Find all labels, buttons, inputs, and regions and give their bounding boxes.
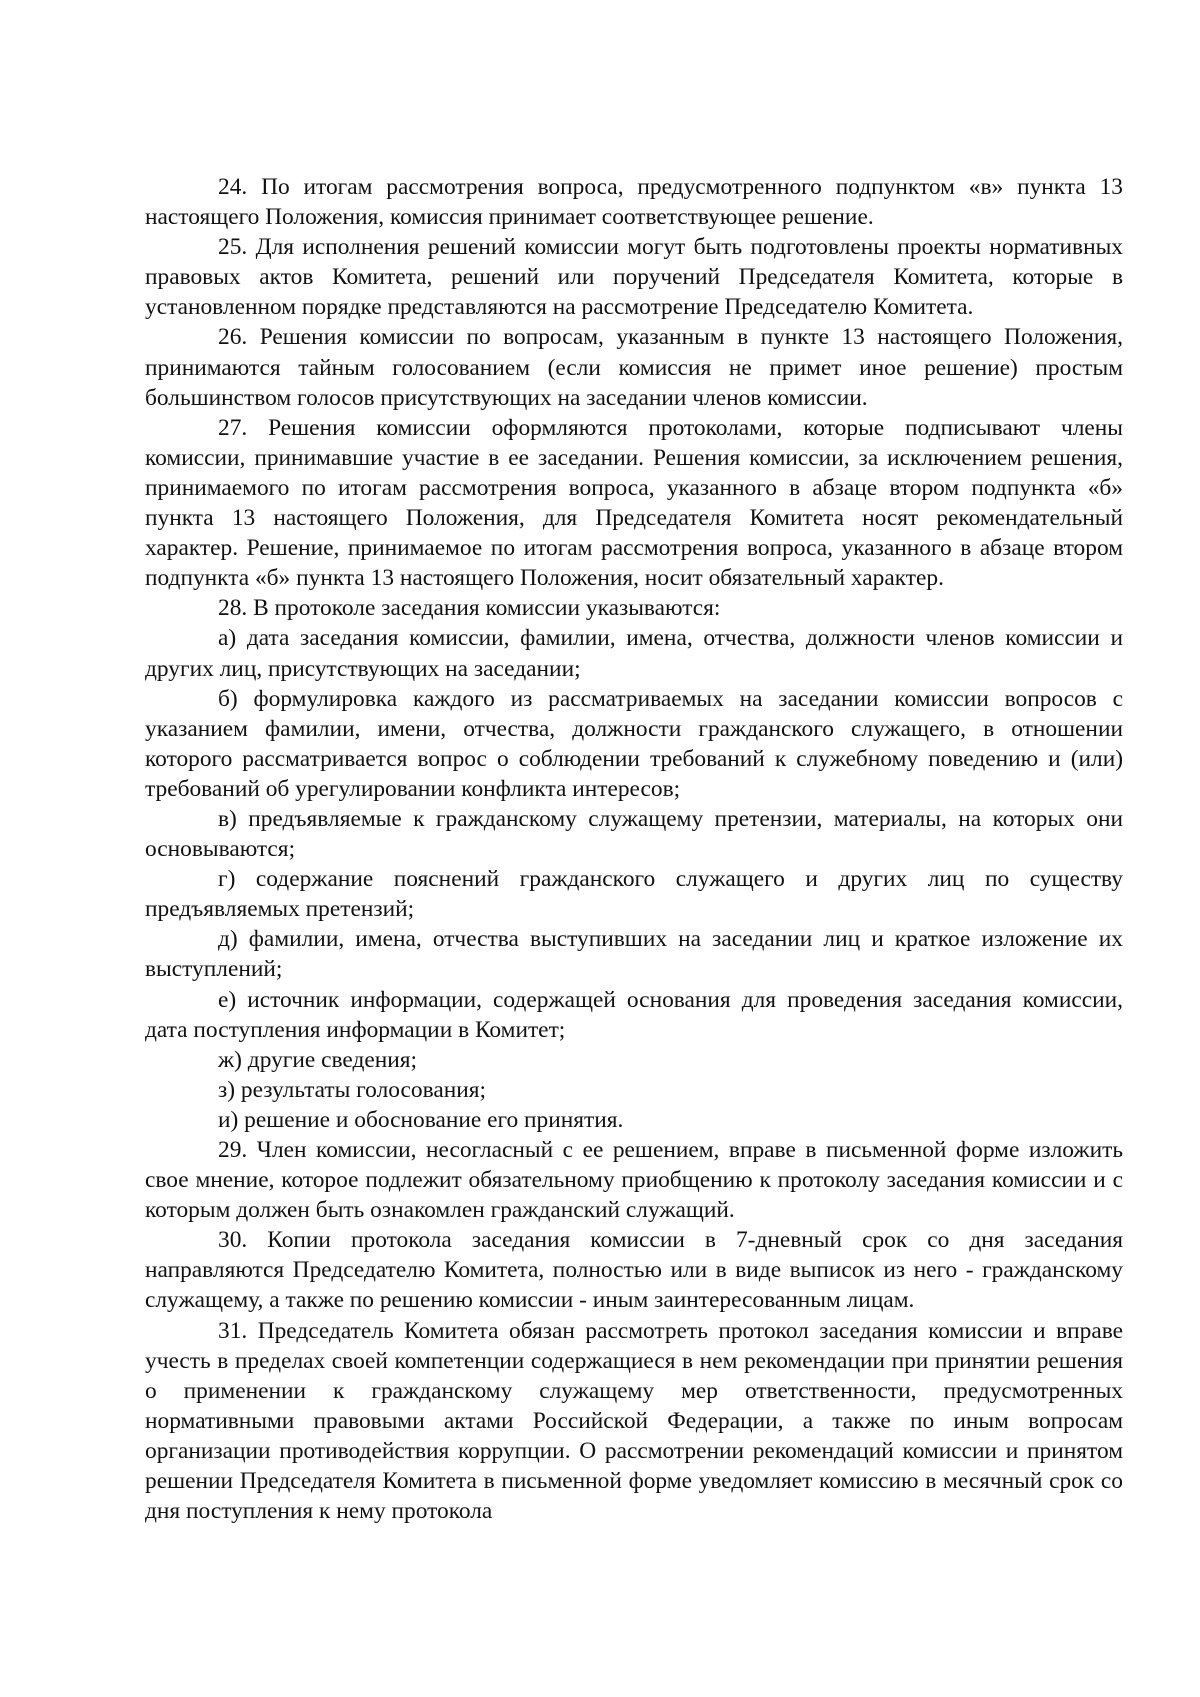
list-item-zh: ж) другие сведения; bbox=[218, 1046, 418, 1073]
list-item-g: г) содержание пояснений гражданского служащего и других лиц по существу предъявляемых претензий; bbox=[145, 866, 1123, 923]
list-item-z: з) результаты голосования; bbox=[218, 1076, 487, 1103]
list-item-v: в) предъявляемые к гражданскому служащему претензии, материалы, на которых они основываются; bbox=[145, 805, 1123, 863]
paragraph-24: 24. По итогам рассмотрения вопроса, предусмотренного подпунктом «в» пункта 13 настоящего Положения, комиссия принимает соответствующее решение. bbox=[145, 174, 1123, 231]
paragraph-25: 25. Для исполнения решений комиссии могут быть подготовлены проекты нормативных правовых актов Комитета, решений или поручений Председателя Комитета, которые в установленном порядке представляются на рассмотрение Председателю Комитета. bbox=[145, 234, 1123, 321]
paragraph-29: 29. Член комиссии, несогласный с ее решением, вправе в письменной форме изложить свое мнение, которое подлежит обязательному приобщению к протоколу заседания комиссии и с которым должен быть ознакомлен гражданский служащий. bbox=[145, 1137, 1123, 1224]
paragraph-30: 30. Копии протокола заседания комиссии в 7-дневный срок со дня заседания направляются Председателю Комитета, полностью или в виде выписок из него - гражданскому служащему, а также по решению комиссии - иным заинтересованным лицам. bbox=[145, 1227, 1123, 1314]
paragraph-27: 27. Решения комиссии оформляются протоколами, которые подписывают члены комиссии, принимавшие участие в ее заседании. Решения комиссии, за исключением решения, принимаемого по итогам рассмотрения вопроса, указанного в абзаце втором подпункта «б» пункта 13 настоящего Положения, для Председателя Комитета носят рекомендательный характер. Решение, принимаемое по итогам рассмотрения вопроса, указанного в абзаце втором подпункта «б» пункта 13 настоящего Положения, носит обязательный характер. bbox=[145, 414, 1123, 592]
document-page bbox=[145, 172, 1123, 1526]
list-item-d: д) фамилии, имена, отчества выступивших на заседании лиц и краткое изложение их выступлений; bbox=[145, 926, 1123, 983]
paragraph-26: 26. Решения комиссии по вопросам, указанным в пункте 13 настоящего Положения, принимаются тайным голосованием (если комиссия не примет иное решение) простым большинством голосов присутствующих на заседании членов комиссии. bbox=[145, 324, 1123, 411]
list-item-a: а) дата заседания комиссии, фамилии, имена, отчества, должности членов комиссии и других лиц, присутствующих на заседании; bbox=[145, 625, 1123, 682]
paragraph-31: 31. Председатель Комитета обязан рассмотреть протокол заседания комиссии и вправе учесть в пределах своей компетенции содержащиеся в нем рекомендации при принятии решения о применении к гражданскому служащему мер ответственности, предусмотренных нормативными правовыми актами Российской Федерации, а также по иным вопросам организации противодействия коррупции. О рассмотрении рекомендаций комиссии и принятом решении Председателя Комитета в письменной форме уведомляет комиссию в месячный срок со дня поступления к нему протокола bbox=[145, 1317, 1123, 1525]
list-item-i: и) решение и обоснование его принятия. bbox=[218, 1106, 624, 1133]
list-item-b: б) формулировка каждого из рассматриваемых на заседании комиссии вопросов с указанием фамилии, имени, отчества, должности гражданского служащего, в отношении которого рассматривается вопрос о соблюдении требований к служебному поведению и (или) требований об урегулировании конфликта интересов; bbox=[145, 685, 1123, 802]
list-item-e: е) источник информации, содержащей основания для проведения заседания комиссии, дата поступления информации в Комитет; bbox=[145, 986, 1123, 1043]
paragraph-28: 28. В протоколе заседания комиссии указываются: bbox=[218, 595, 721, 622]
